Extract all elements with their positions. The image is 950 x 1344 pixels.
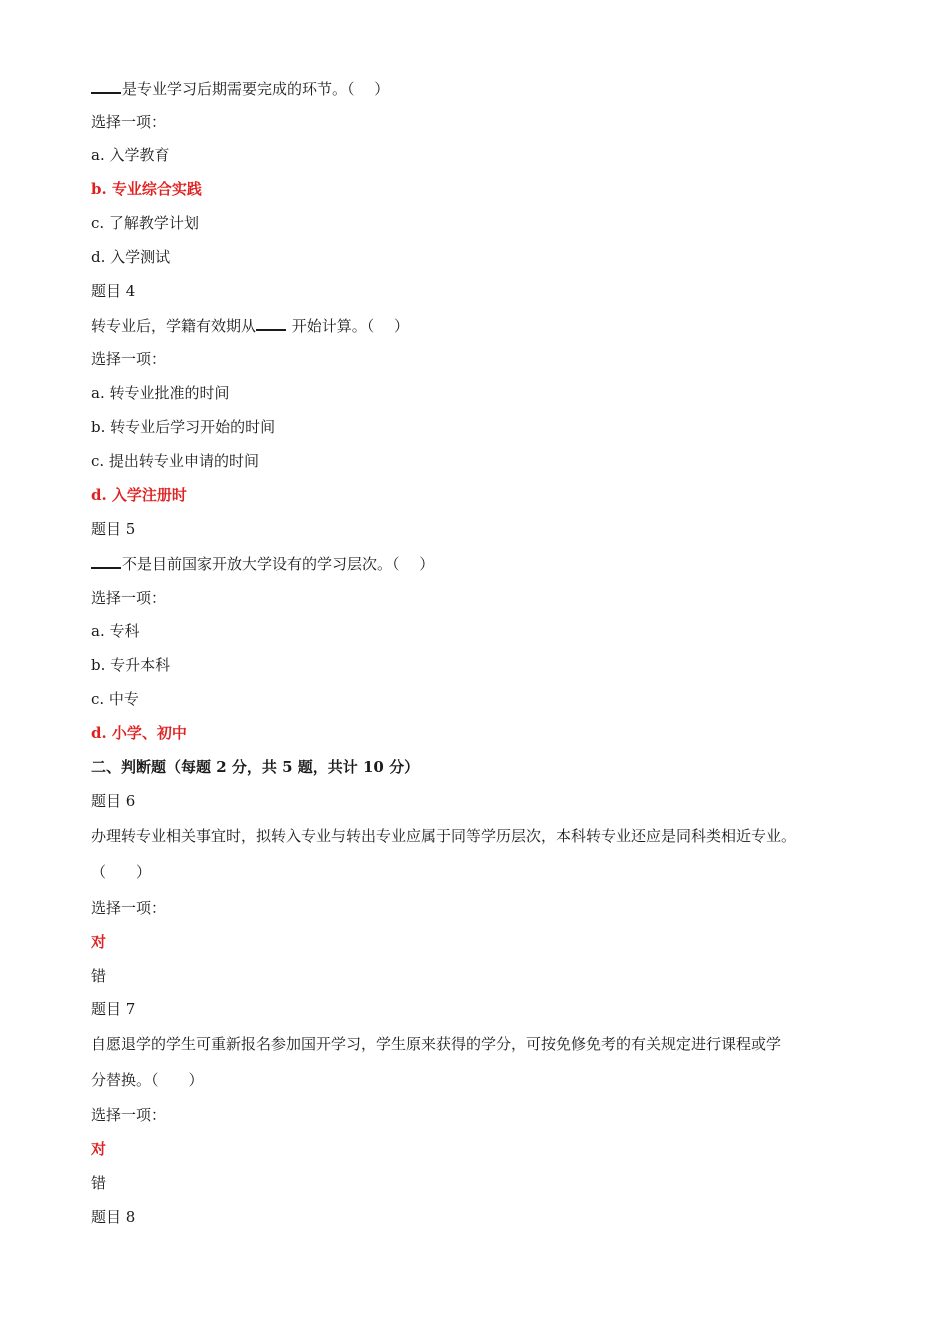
q3-option-c: c. 了解教学计划 (91, 214, 199, 232)
q6-title: 题目 6 (91, 792, 136, 810)
q7-option-false: 错 (91, 1174, 107, 1192)
q3-option-d: d. 入学测试 (91, 248, 171, 266)
q3-option-a: a. 入学教育 (91, 146, 170, 164)
q8-title: 题目 8 (91, 1208, 136, 1226)
q5-option-c: c. 中专 (91, 690, 139, 708)
q5-option-a: a. 专科 (91, 622, 140, 640)
q5-title: 题目 5 (91, 520, 136, 538)
q3-option-b-correct: b. 专业综合实践 (91, 180, 202, 198)
q7-stem-line2: 分替换。（ ） (91, 1071, 204, 1089)
q4-option-a: a. 转专业批准的时间 (91, 384, 230, 402)
q6-option-true-correct: 对 (91, 933, 107, 951)
q4-option-d-correct: d. 入学注册时 (91, 486, 187, 504)
answer-blank (91, 553, 121, 569)
q7-prompt: 选择一项： (91, 1106, 167, 1124)
q4-title: 题目 4 (91, 282, 136, 300)
q6-stem: 办理转专业相关事宜时，拟转入专业与转出专业应属于同等学历层次，本科转专业还应是同科类相近专业。 (91, 827, 797, 845)
q6-prompt: 选择一项： (91, 899, 167, 917)
q4-option-c: c. 提出转专业申请的时间 (91, 452, 259, 470)
q5-prompt: 选择一项： (91, 589, 167, 607)
q7-title: 题目 7 (91, 1000, 136, 1018)
answer-blank (256, 315, 286, 331)
q7-option-true-correct: 对 (91, 1140, 107, 1158)
q4-option-b: b. 转专业后学习开始的时间 (91, 418, 276, 436)
q3-stem: 是专业学习后期需要完成的环节。（ ） (91, 78, 389, 99)
q7-stem-line1: 自愿退学的学生可重新报名参加国开学习，学生原来获得的学分，可按免修免考的有关规定进行课程或学 (91, 1035, 782, 1053)
q4-prompt: 选择一项： (91, 350, 167, 368)
answer-blank (91, 78, 121, 94)
q3-prompt: 选择一项： (91, 113, 167, 131)
q6-option-false: 错 (91, 967, 107, 985)
section-heading: 二、判断题（每题 2 分，共 5 题，共计 10 分） (91, 758, 420, 776)
q6-paren: （ ） (91, 863, 152, 881)
q5-option-d-correct: d. 小学、初中 (91, 724, 187, 742)
q4-stem: 转专业后，学籍有效期从 开始计算。（ ） (91, 317, 410, 335)
q5-option-b: b. 专升本科 (91, 656, 171, 674)
q5-stem: 不是目前国家开放大学设有的学习层次。（ ） (91, 553, 434, 574)
